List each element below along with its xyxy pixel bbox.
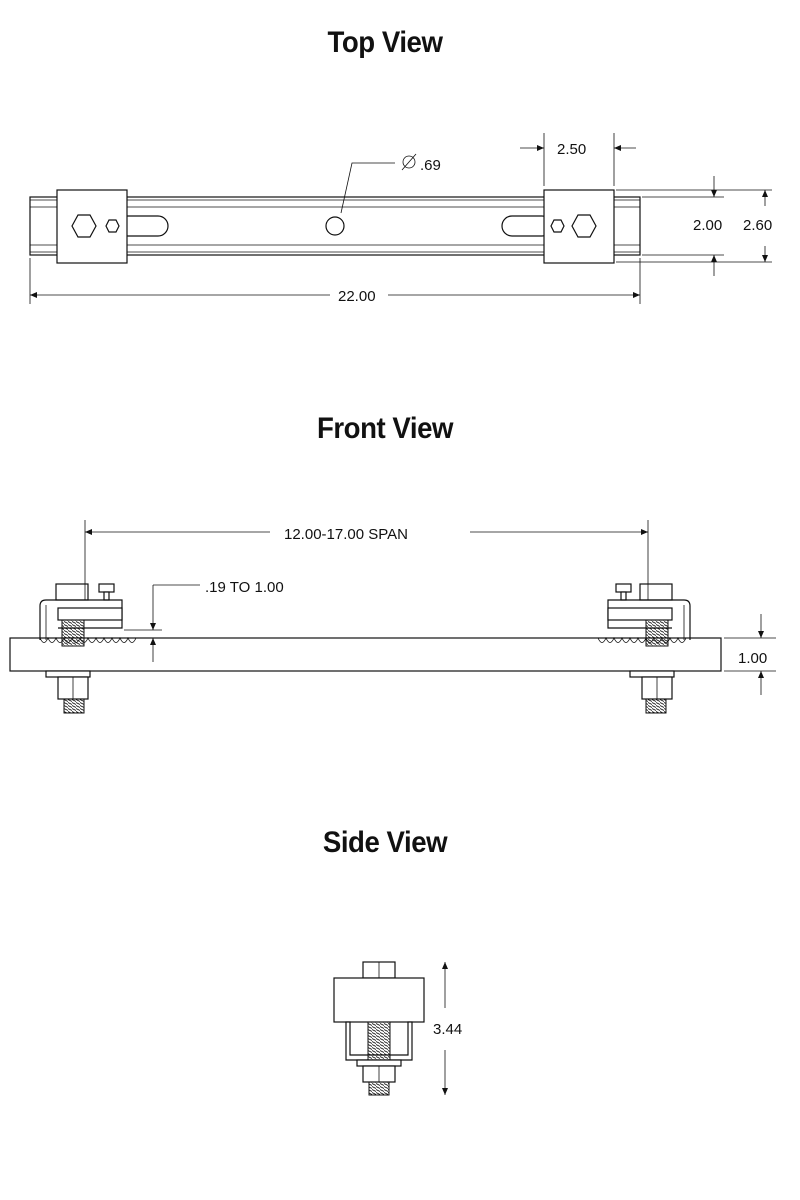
- side-view-drawing: [334, 962, 462, 1095]
- span-label: 12.00-17.00 SPAN: [284, 526, 408, 543]
- hole-diameter-label: .69: [420, 157, 441, 174]
- side-height-label: 3.44: [433, 1021, 463, 1038]
- inner-height-label: 2.00: [693, 217, 723, 234]
- thickness-range-label: .19 TO 1.00: [205, 579, 284, 596]
- clamp-width-label: 2.50: [557, 141, 587, 158]
- front-view-drawing: [10, 520, 776, 713]
- top-view-drawing: [30, 133, 772, 305]
- overall-length-label: 22.00: [338, 288, 376, 305]
- bar-height-label: 1.00: [738, 650, 768, 667]
- outer-height-label: 2.60: [743, 217, 773, 234]
- top-view-title: Top View: [327, 26, 443, 59]
- front-view-title: Front View: [317, 412, 453, 445]
- side-view-title: Side View: [322, 826, 448, 859]
